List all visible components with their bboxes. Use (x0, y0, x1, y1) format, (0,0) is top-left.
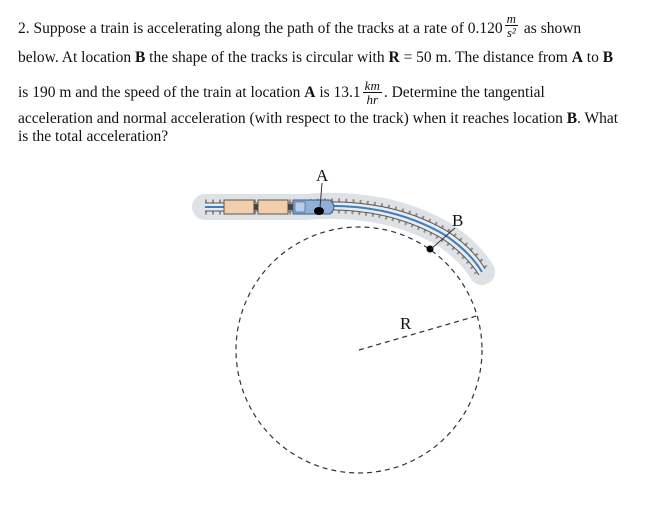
point-A-ref: A (304, 84, 316, 102)
text: the shape of the tracks is circular with (149, 49, 385, 66)
text: to (586, 49, 599, 66)
text: acceleration and normal acceleration (with respect to the track) when it reaches location (18, 110, 563, 127)
unit-num: m (506, 11, 517, 26)
train-car-2 (258, 200, 288, 214)
label-R: R (400, 314, 412, 333)
point-A-ref: A (571, 49, 583, 66)
text: is the total acceleration? (18, 128, 169, 145)
label-A: A (316, 166, 329, 185)
car-coupler (254, 204, 258, 210)
point-B-ref: B (134, 49, 146, 66)
radius-ref: R (388, 49, 400, 66)
text: Suppose a train is accelerating along the path of the tracks at a rate of (33, 20, 464, 38)
unit-den: hr (363, 92, 382, 106)
text: = 50 m. The distance from (403, 49, 568, 66)
car-coupler (288, 204, 293, 210)
train-car-1 (224, 200, 254, 214)
text: . What (577, 110, 619, 127)
point-B-marker (427, 246, 434, 253)
text: . Determine the tangential (383, 84, 545, 102)
point-A-marker (314, 207, 324, 215)
track-bed (205, 206, 482, 272)
point-B-ref: B (566, 110, 578, 127)
unit-den: s² (505, 25, 518, 39)
speed-value: 13.1 (333, 84, 361, 102)
label-B: B (452, 211, 464, 230)
point-B-ref: B (602, 49, 614, 66)
radius-line (359, 315, 480, 350)
acceleration-value: 0.120 (467, 20, 503, 38)
loco-cab (295, 202, 305, 212)
text: as shown (523, 20, 582, 38)
text: is 190 m and the speed of the train at location (18, 84, 301, 102)
text: is (319, 84, 330, 102)
unit-num: km (364, 78, 380, 93)
text: below. At location (18, 49, 132, 66)
problem-number: 2. (18, 20, 30, 38)
